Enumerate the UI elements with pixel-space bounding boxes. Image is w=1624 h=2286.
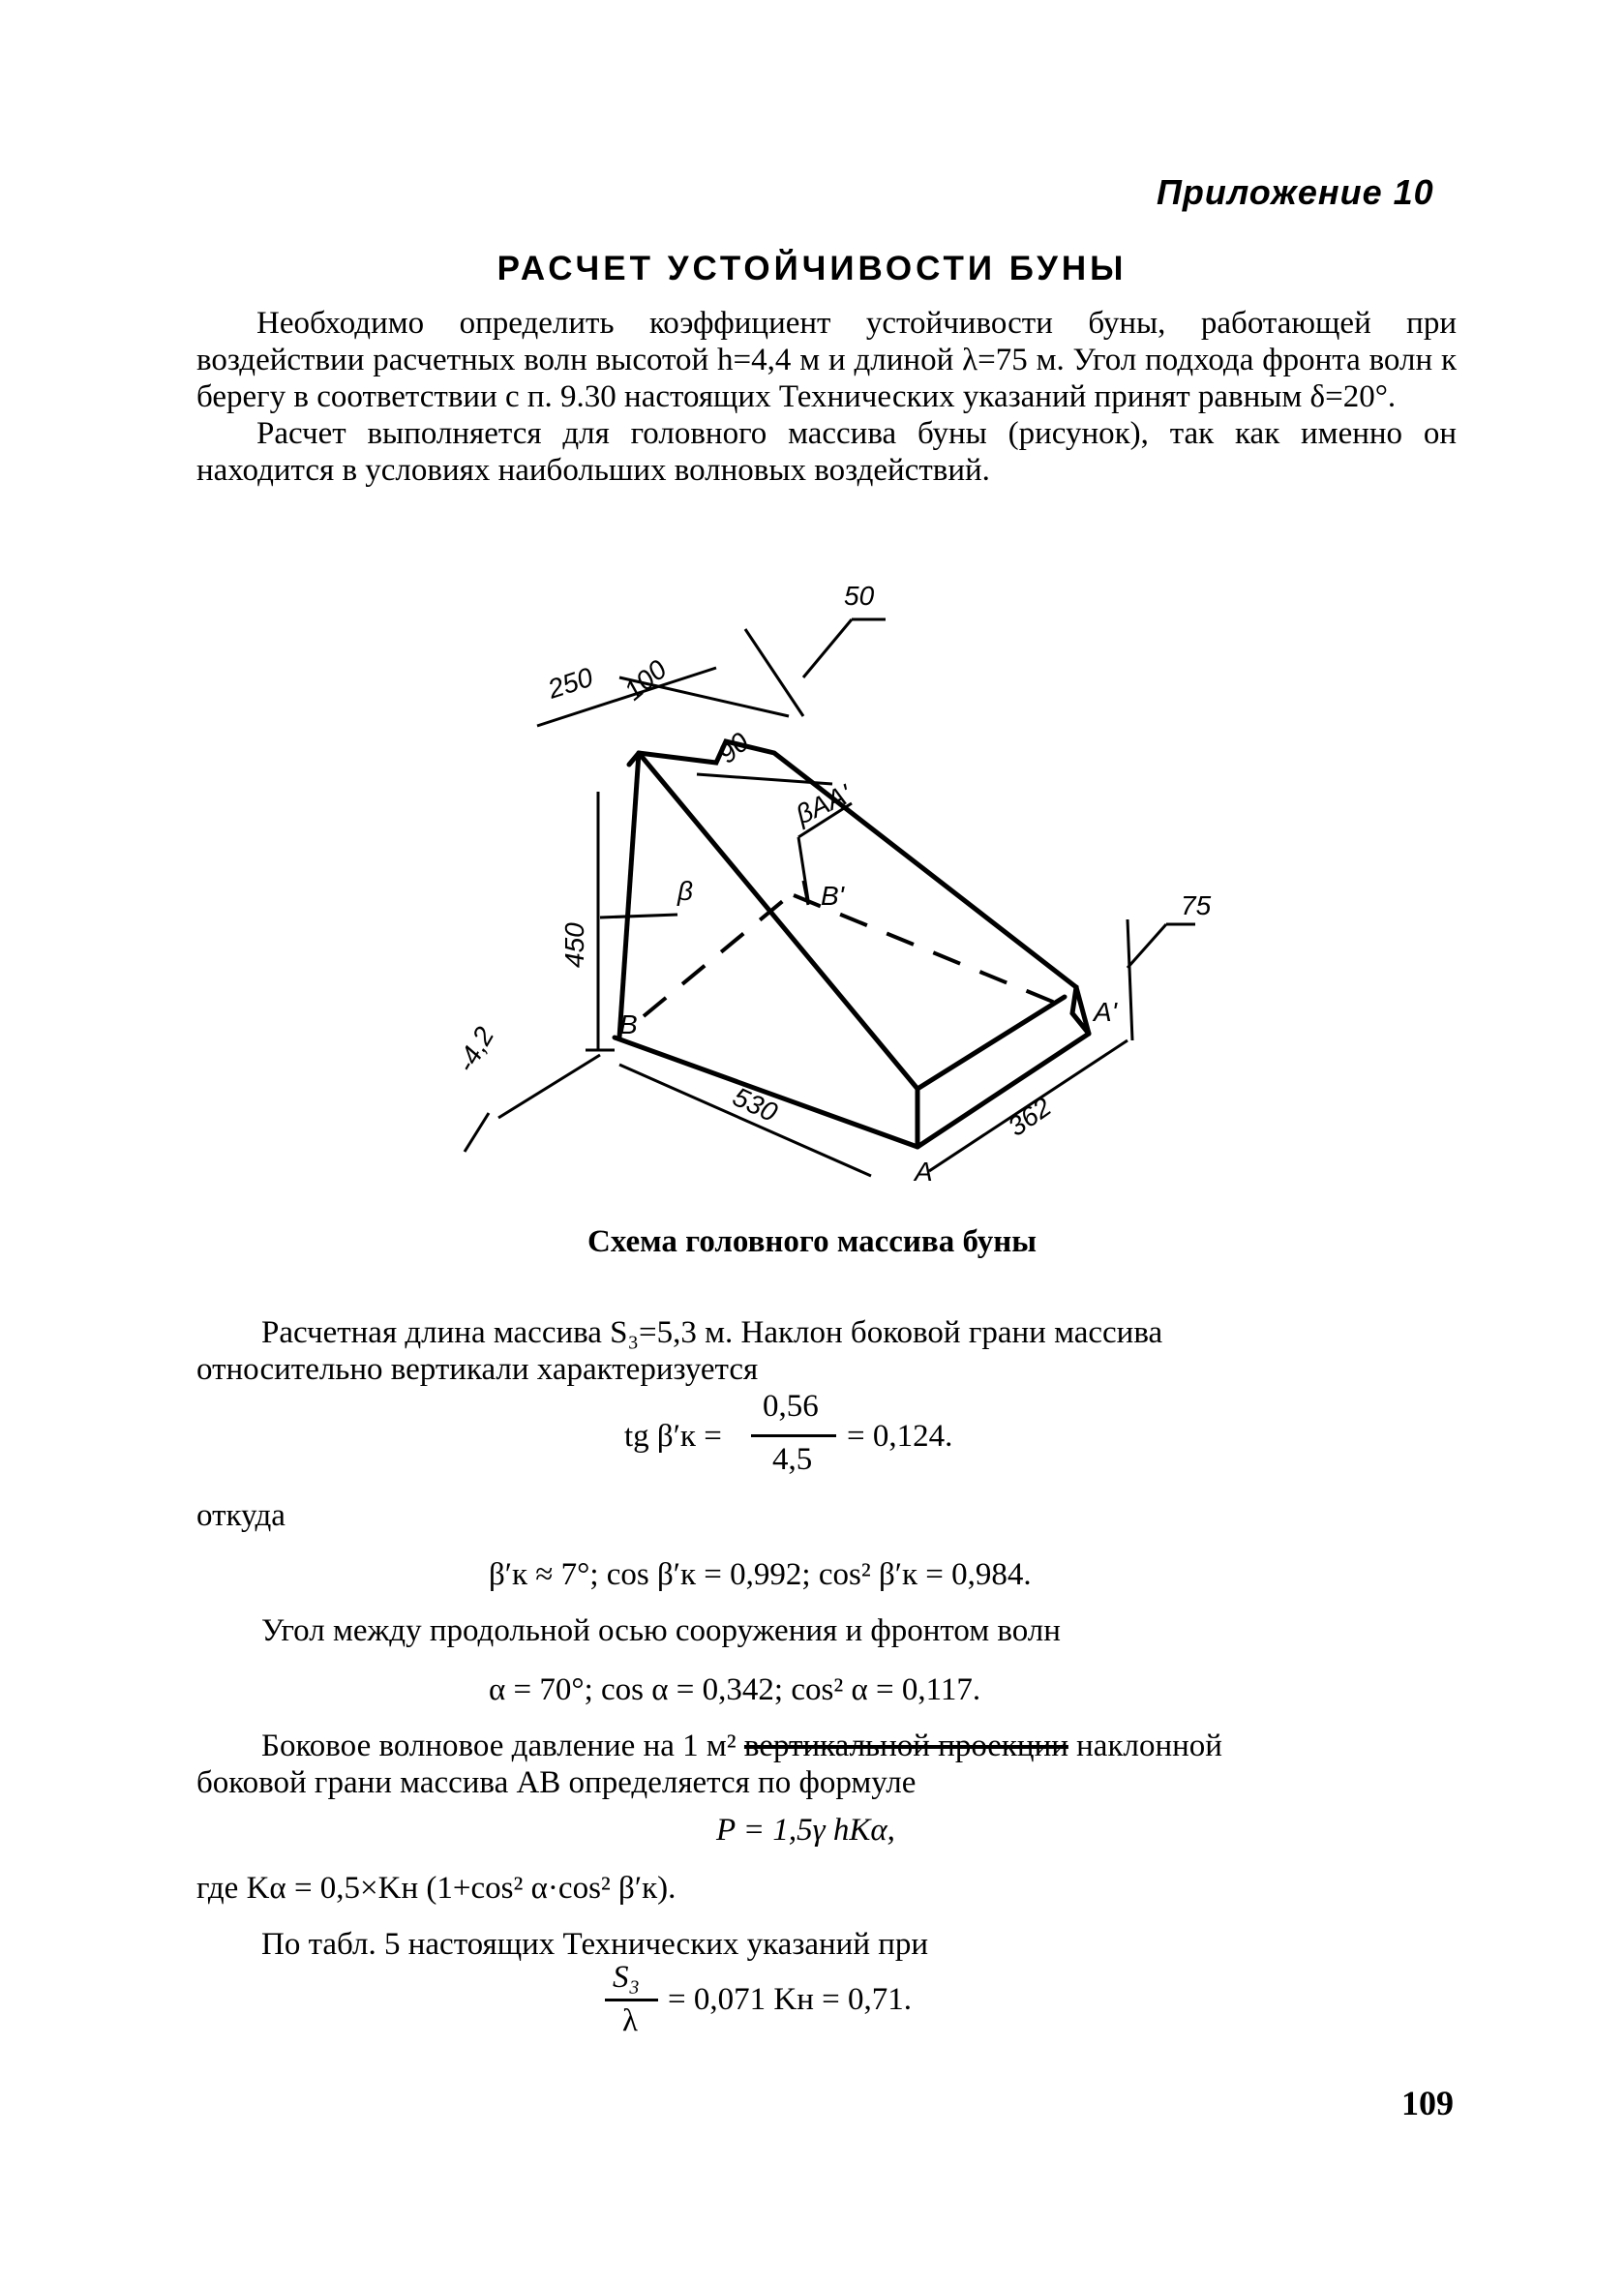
dim-90-label: 90 — [711, 726, 755, 769]
beta-label: β — [677, 876, 693, 906]
formula-tg-left: tg β′к = — [624, 1419, 722, 1454]
page-number: 109 — [1401, 2084, 1454, 2122]
intro-paragraph-1: Необходимо определить коэффициент устойчивости буны, работающей при воздействии расчетных волн высотой h=4,4 м и длиной λ=75 м. Угол подхода фронта волн к берегу в соответствии с п. 9.30 настоящих Технических указаний принят равным δ=20°. — [196, 306, 1457, 414]
dim-75-line — [1128, 919, 1132, 1040]
diagram-bottom-right — [917, 1034, 1089, 1147]
body-line-3: откуда — [196, 1498, 286, 1533]
body-line-4: Угол между продольной осью сооружения и фронтом волн — [261, 1613, 1061, 1648]
body-line-6: боковой грани массива АВ определяется по формуле — [196, 1765, 917, 1800]
dim-362-label: 362 — [1002, 1091, 1057, 1142]
formula-ratio-right: = 0,071 Kн = 0,71. — [668, 1982, 912, 2017]
dim-42-arrow — [465, 1113, 489, 1152]
diagram-left-vertical — [619, 753, 639, 1038]
body-line-5-end: наклонной — [1076, 1729, 1222, 1763]
dim-100-label: 100 — [617, 653, 673, 707]
formula-tg-numerator: 0,56 — [763, 1389, 819, 1424]
body-line-1: Расчетная длина массива S₃=5,3 м. Наклон боковой грани массива — [261, 1315, 1163, 1350]
formula-ratio-denominator: λ — [622, 2003, 639, 2038]
dim-530-label: 530 — [728, 1081, 782, 1128]
dim-75-leader — [1128, 924, 1166, 968]
dim-450-label: 450 — [559, 922, 589, 968]
formula-ratio-fraction-bar — [605, 1999, 658, 2001]
point-a-label: A — [915, 1157, 933, 1187]
dim-50-line — [745, 629, 803, 716]
formula-tg-right: = 0,124. — [847, 1419, 953, 1454]
beta-aa-label: βAA' — [791, 778, 856, 830]
intro-paragraph-2: Расчет выполняется для головного массива буны (рисунок), так как именно он находится в условиях наибольших волновых воздействий. — [196, 416, 1457, 488]
formula-tg-denominator: 4,5 — [772, 1442, 813, 1477]
dim-75-label: 75 — [1181, 890, 1212, 920]
body-line-7: По табл. 5 настоящих Технических указаний при — [261, 1927, 929, 1962]
formula-ratio-numerator: S₃ — [613, 1960, 640, 1995]
dim-50-leader — [803, 619, 852, 677]
dim-42-label: -4,2 — [450, 1021, 500, 1077]
page-title: РАСЧЕТ УСТОЙЧИВОСТИ БУНЫ — [496, 250, 1128, 287]
formula-k-alpha: где Kα = 0,5×Kн (1+cos² α·cos² β′к). — [196, 1871, 677, 1906]
diagram-slope-edge — [639, 753, 917, 1089]
body-line-2: относительно вертикали характеризуется — [196, 1352, 759, 1387]
point-a-prime-label: A' — [1094, 997, 1118, 1027]
dim-50-label: 50 — [844, 581, 875, 611]
dim-530-line — [619, 1065, 871, 1176]
diagram-top-front — [917, 997, 1065, 1089]
dim-90-line — [697, 774, 832, 784]
dim-42-line — [498, 1055, 600, 1118]
formula-tg-fraction-bar — [751, 1434, 836, 1437]
struck-text: вертикальной проекции — [743, 1729, 1068, 1763]
b-prime-label: B' — [821, 881, 845, 911]
beta-arrow — [600, 915, 677, 917]
appendix-label: Приложение 10 — [1157, 172, 1434, 212]
formula-alpha-values: α = 70°; cos α = 0,342; cos² α = 0,117. — [489, 1672, 981, 1707]
diagram-top-edge — [629, 741, 1089, 1034]
point-b-label: B — [619, 1009, 638, 1039]
figure-caption: Схема головного массива буны — [587, 1224, 1037, 1259]
dim-250-label: 250 — [544, 661, 597, 705]
body-line-5-start: Боковое волновое давление на 1 м² — [261, 1729, 737, 1763]
formula-beta-values: β′к ≈ 7°; cos β′к = 0,992; cos² β′к = 0,984. — [489, 1557, 1032, 1592]
formula-pressure: P = 1,5γ hKα, — [716, 1813, 895, 1848]
body-line-5 — [261, 1728, 1222, 1764]
diagram-hidden-edge-1 — [644, 900, 784, 1016]
